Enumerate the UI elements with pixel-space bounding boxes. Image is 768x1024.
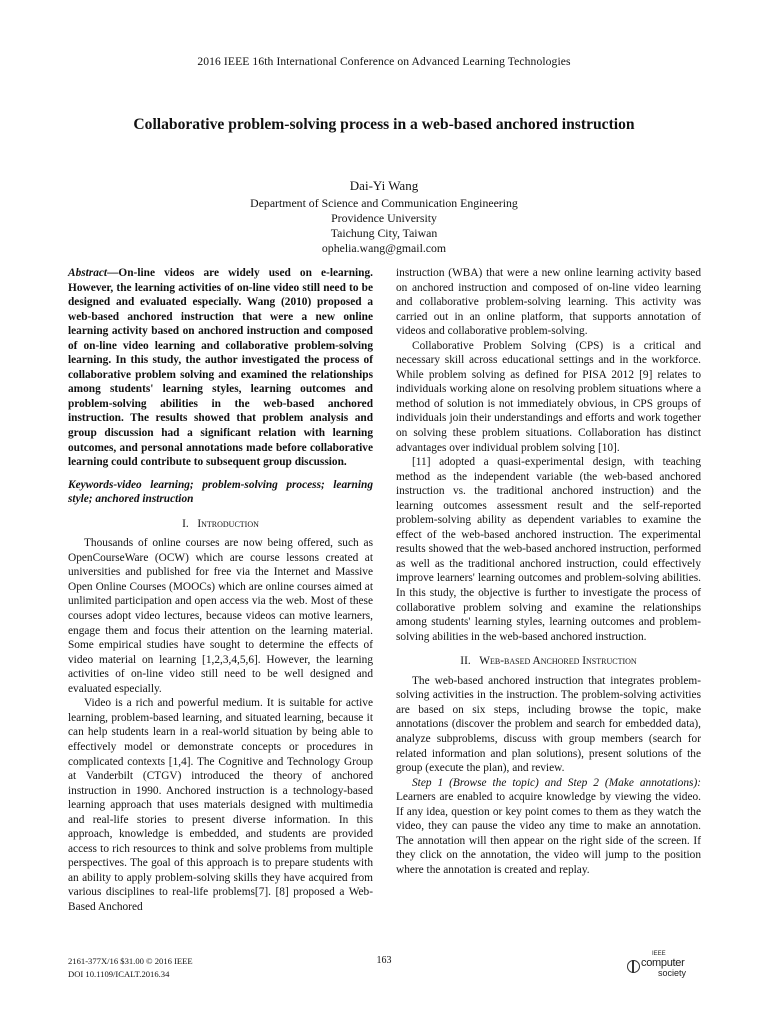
abstract <box>68 266 373 470</box>
author-name: Dai-Yi Wang <box>349 178 419 193</box>
page-number: 163 <box>376 955 392 966</box>
logo-text-computer: computer <box>641 957 685 969</box>
affiliation-department: Department of Science and Communication Engineering <box>250 196 518 210</box>
paragraph: Video is a rich and powerful medium. It is suitable for active learning, problem-based learning, and situated learning, because it can help students learn in a real-world situation by being able to effectively model or demonstrate concepts or procedures in complicated contexts [1,4]. The Cognitive and Technology Group at Vanderbilt (CTGV) introduced the theory of anchored instruction in 1990. Anchored instruction is a technology-based learning approach that uses materials designed with multimedia and real-life stories to present diverse information. In this approach, knowledge is embedded, and students are provided access to rich resources to think and solve problems from multiple perspectives. The goal of this approach is to prepare students with an ability to apply problem-solving skills they have acquired from various disciplines to real-life problems[7]. [8] proposed a Web-Based Anchored <box>68 697 373 913</box>
paragraph <box>396 776 701 878</box>
paragraph: Thousands of online courses are now being offered, such as OpenCourseWare (OCW) which are course lessons created at universities and published for free via the Internet and Massive Open Online Courses (MOOCs) which are online courses aimed at unlimited participation and open access via the web. Most of these courses adopt video lectures, because videos can motive learners, engage them and focus their attention on the learning material. Some empirical studies have sought to determine the effects of video material on learning [1,2,3,4,5,6]. However, the learning activities of on-line video still need to be well designed and evaluated especially. <box>68 537 373 695</box>
ieee-computer-society-logo <box>627 948 697 980</box>
logo-text-ieee: IEEE <box>652 951 666 957</box>
section-number: I. <box>182 517 189 530</box>
copyright-line: 2161-377X/16 $31.00 © 2016 IEEE <box>68 956 193 966</box>
section-heading-web-based-anchored-instruction <box>396 654 701 669</box>
paragraph: instruction (WBA) that were a new online learning activity based on anchored instruction and composed of on-line video learning and collaborative problem-solving learning. This activity was carried out in an online platform, that supports annotation of videos and collaborative problem-solving. <box>396 267 701 338</box>
globe-icon <box>627 960 640 973</box>
left-column <box>68 266 373 915</box>
paragraph: [11] adopted a quasi-experimental design, with teaching method as the independent variable (the web-based anchored instruction vs. the traditional anchored instruction) and the learning outcomes assessment result and the self-reported problem-solving ability as dependent variables to examine the effect of the web-based anchored instruction. The experimental results showed that the web-based anchored instruction, performed as well as the traditional anchored instruction, could effectively improve learners' learning outcomes and problem-solving abilities. In this study, the objective is further to investigate the process of collaborative problem solving and examine the relationships among students' learning styles, learning outcomes and problem-solving abilities in the web-based anchored instruction. <box>396 456 701 643</box>
conference-header: 2016 IEEE 16th International Conference on Advanced Learning Technologies <box>197 55 571 68</box>
section-title: Web-based Anchored Instruction <box>479 655 637 668</box>
paragraph-text: Learners are enabled to acquire knowledge by viewing the video. If any idea, question or key point comes to them as they watch the video, they can pause the video any time to make an annotation. The annotation will then appear on the right side of the screen. If they click on the annotation, the video will jump to the position where the annotation is created and replay. <box>396 791 701 876</box>
logo-text-society: society <box>658 968 687 978</box>
doi-line[interactable]: DOI 10.1109/ICALT.2016.34 <box>68 969 170 979</box>
paragraph: Collaborative Problem Solving (CPS) is a critical and necessary skill across educational settings and in the workforce. While problem solving as defined for PISA 2012 [9] relates to individuals working alone on resolving problem situations where a method of solution is not immediately obvious, in CPS groups of individuals join their understandings and efforts and work together on solving these problem situations. Collaboration has distinct advantages over individual problem solving [10]. <box>396 339 701 454</box>
paper-title: Collaborative problem-solving process in a web-based anchored instruction <box>133 116 635 133</box>
section-title: Introduction <box>197 517 259 530</box>
affiliation-university: Providence University <box>331 211 437 225</box>
step-label: Step 1 (Browse the topic) and Step 2 (Make annotations): <box>412 776 701 789</box>
section-number: II. <box>460 655 471 668</box>
author-email[interactable]: ophelia.wang@gmail.com <box>321 241 447 255</box>
affiliation-location: Taichung City, Taiwan <box>330 226 438 240</box>
section-heading-introduction <box>68 517 373 532</box>
abstract-label: Abstract <box>68 267 108 279</box>
keywords: Keywords-video learning; problem-solving process; learning style; anchored instruction <box>68 478 373 506</box>
right-column <box>396 266 701 877</box>
abstract-text: —On-line videos are widely used on e-learning. However, the learning activities of on-line video still need to be designed and evaluated especially. Wang (2010) proposed a web-based anchored instruction that were a new online learning activity based on anchored instruction and composed of on-line video learning and collaborative problem-solving learning. In this study, the author investigated the process of collaborative problem solving and examined the relationships among students' learning styles, learning outcomes and problem-solving abilities in the web-based anchored instruction. The results showed that problem analysis and group discussion had a significant relation with learning outcomes, and personal annotations made before collaborative learning could contribute to subsequent group discussion. <box>68 267 373 469</box>
paragraph: The web-based anchored instruction that integrates problem-solving activities in the instruction. The problem-solving activities are based on six steps, including browse the topic, make annotations (discover the problem and search for embedded data), analyze subproblems, discuss with group members (search for related information and plan solutions), present solutions of the group (execute the plan), and review. <box>396 674 701 775</box>
affiliation-block <box>0 196 768 256</box>
